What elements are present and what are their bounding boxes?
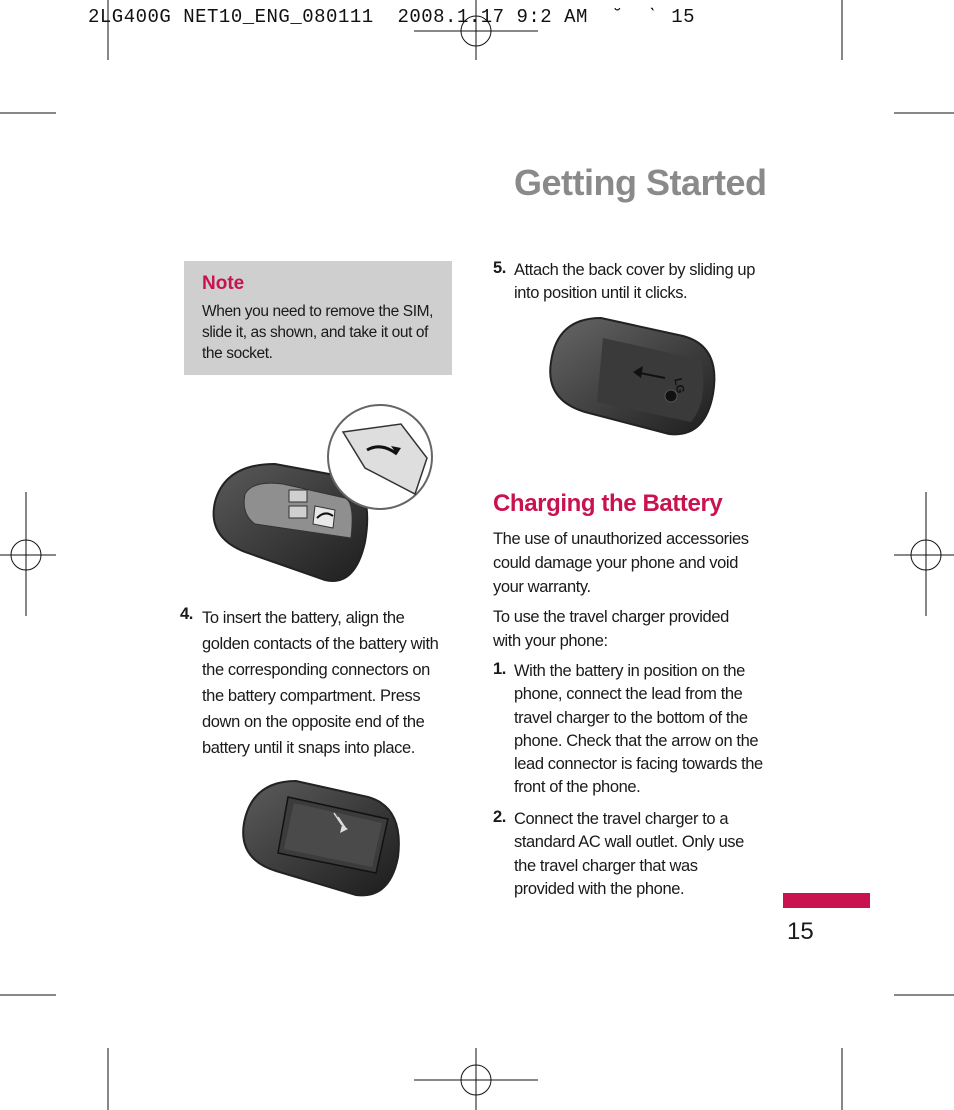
step-line: With the battery in position on the <box>514 662 745 680</box>
charging-intro <box>493 527 773 599</box>
step-line: the travel charger that was <box>514 856 698 875</box>
back-cover-illustration <box>545 314 720 439</box>
page-number: 15 <box>787 918 814 945</box>
lead-line: with your phone: <box>493 632 608 650</box>
step-line: down on the opposite end of the <box>202 713 425 731</box>
lg-logo: LG <box>671 377 687 395</box>
step-line: provided with the phone. <box>514 879 685 898</box>
page-tab-bar <box>783 893 870 908</box>
note-line: the socket. <box>202 345 273 362</box>
step-line: Attach the back cover by sliding up <box>514 261 755 279</box>
step-text <box>514 259 755 305</box>
step-line: battery until it snaps into place. <box>202 739 415 757</box>
step-line: phone. Check that the arrow on the <box>514 731 759 750</box>
step-number: 5. <box>493 259 506 277</box>
note-line: slide it, as shown, and take it out of <box>202 324 429 341</box>
step-4 <box>180 605 452 765</box>
step-line: golden contacts of the battery with <box>202 635 439 653</box>
step-number: 1. <box>493 660 506 678</box>
intro-line: The use of unauthorized accessories <box>493 530 749 548</box>
step-line: Connect the travel charger to a <box>514 810 729 828</box>
step-line: the battery compartment. Press <box>202 687 421 705</box>
note-text <box>202 301 448 364</box>
note-title: Note <box>202 273 245 294</box>
step-line: into position until it clicks. <box>514 284 688 302</box>
step-5 <box>493 259 773 309</box>
step-line: standard AC wall outlet. Only use <box>514 833 744 852</box>
step-text <box>514 660 763 800</box>
battery-insertion-illustration <box>238 775 408 900</box>
charging-lead <box>493 605 773 653</box>
step-line: lead connector is facing towards the <box>514 755 763 774</box>
charging-step-1 <box>493 660 773 805</box>
section-heading-charging: Charging the Battery <box>493 490 723 517</box>
step-number: 4. <box>180 605 193 623</box>
step-line: phone, connect the lead from the <box>514 685 743 704</box>
step-line: travel charger to the bottom of the <box>514 708 748 727</box>
step-text <box>202 605 438 761</box>
note-line: When you need to remove the SIM, <box>202 303 434 320</box>
sim-removal-illustration <box>205 402 445 592</box>
intro-line: your warranty. <box>493 578 591 596</box>
step-line: the corresponding connectors on <box>202 661 430 679</box>
note-box <box>184 261 452 375</box>
step-line: front of the phone. <box>514 778 641 797</box>
intro-line: could damage your phone and void <box>493 554 738 572</box>
print-slug: 2LG400G NET10_ENG_080111 2008.1.17 9:2 AM ˘ ˋ 15 <box>88 6 695 28</box>
step-line: To insert the battery, align the <box>202 609 405 627</box>
step-text <box>514 808 744 901</box>
lead-line: To use the travel charger provided <box>493 608 729 626</box>
step-number: 2. <box>493 808 506 826</box>
page-title: Getting Started <box>514 162 767 203</box>
charging-step-2 <box>493 808 773 908</box>
